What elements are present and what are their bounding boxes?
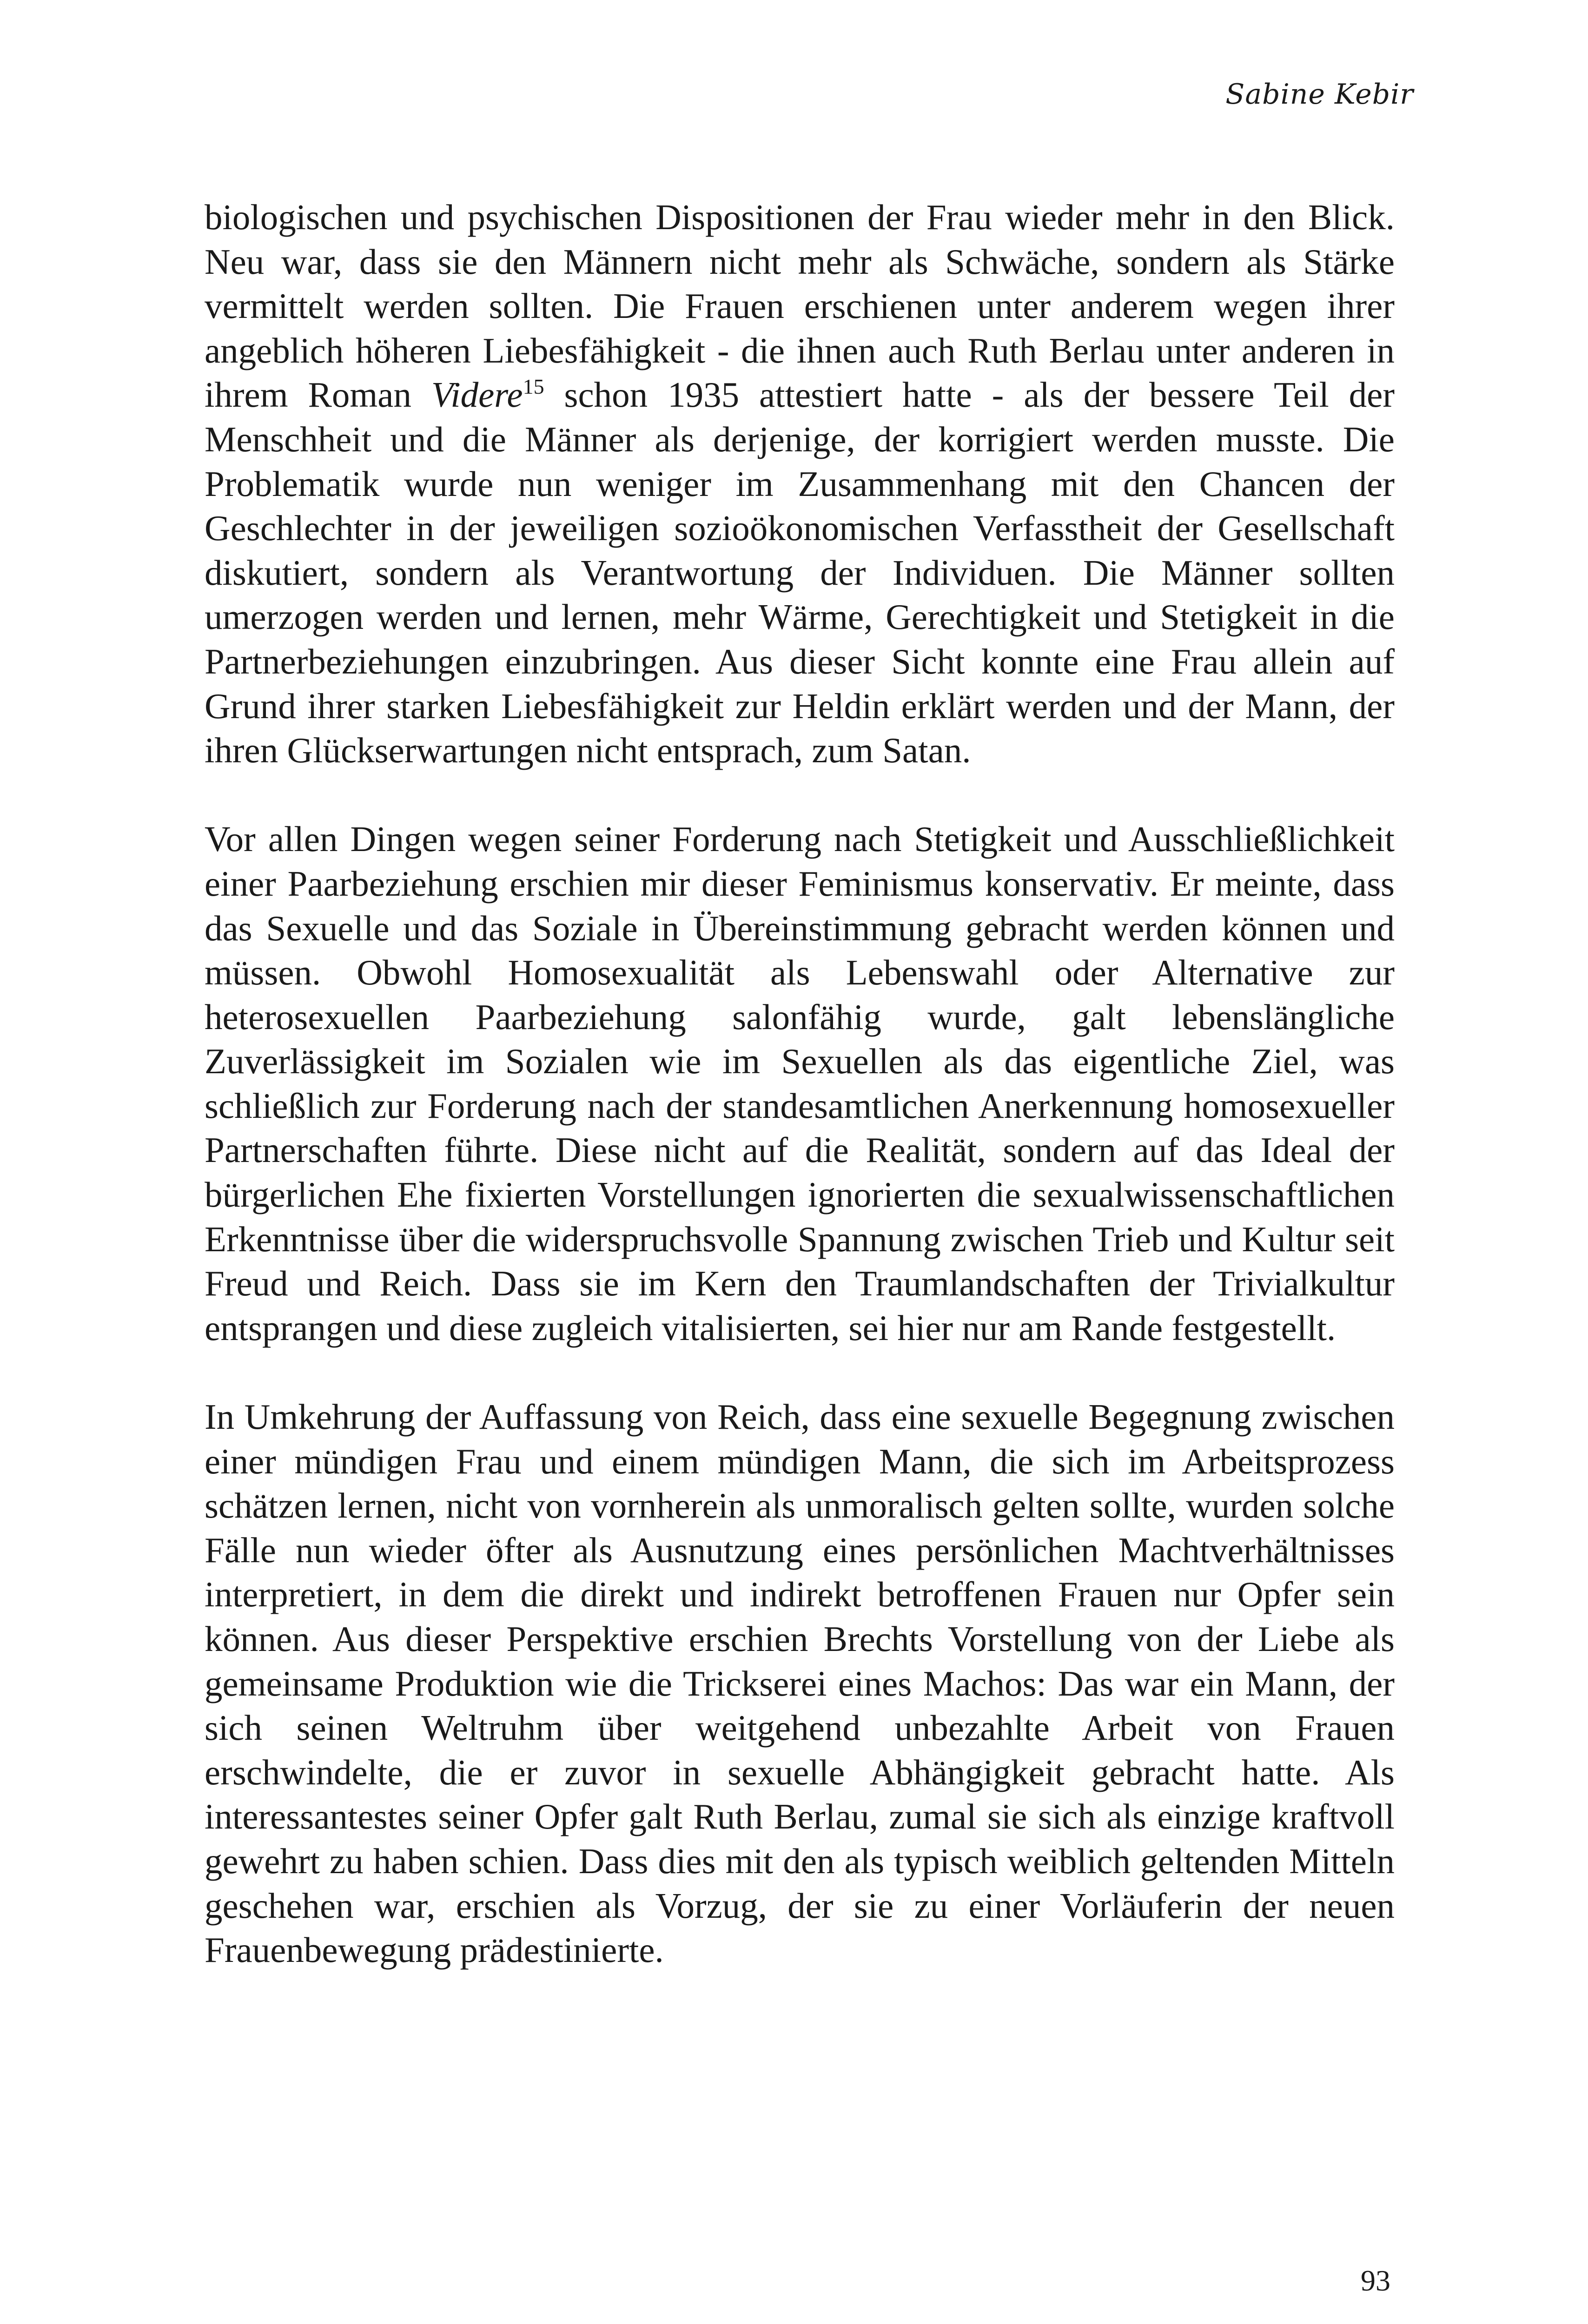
paragraph-3: In Umkehrung der Auffassung von Reich, dass eine sexuelle Begegnung zwischen einer mündigen Frau und einem mündigen Mann, die sich im Arbeitsprozess schätzen lernen, nicht von vornherein als unmoralisch gelten sollte, wurden solche Fälle nun wieder öfter als Ausnutzung eines persönlichen Machtverhältnisses interpretiert, in dem die direkt und indirekt betroffenen Frauen nur Opfer sein können. Aus dieser Perspektive erschien Brechts Vorstellung von der Liebe als gemeinsame Produktion wie die Trickserei eines Machos: Das war ein Mann, der sich seinen Weltruhm über weitgehend unbezahlte Arbeit von Frauen erschwindelte, die er zuvor in sexuelle Abhängigkeit gebracht hatte. Als interessantestes seiner Opfer galt Ruth Berlau, zumal sie sich als einzige kraftvoll gewehrt zu haben schien. Dass dies mit den als typisch weiblich geltenden Mitteln geschehen war, erschien als Vorzug, der sie zu einer Vorläuferin der neuen Frauenbewegung prädestinierte. [205, 1397, 1395, 1970]
paragraph-2: Vor allen Dingen wegen seiner Forderung nach Stetigkeit und Ausschließlichkeit einer Paarbeziehung erschien mir dieser Feminismus konservativ. Er meinte, dass das Sexuelle und das Soziale in Übereinstimmung gebracht werden können und müssen. Obwohl Homosexualität als Lebenswahl oder Alternative zur heterosexuellen Paarbeziehung salonfähig wurde, galt lebenslängliche Zuverlässigkeit im Sozialen wie im Sexuellen als das eigentliche Ziel, was schließlich zur Forderung nach der standesamtlichen Anerkennung homosexueller Partnerschaften führte. Diese nicht auf die Realität, sondern auf das Ideal der bürgerlichen Ehe fixierten Vorstellungen ignorierten die sexualwissenschaftlichen Erkenntnisse über die widerspruchsvolle Spannung zwischen Trieb und Kultur seit Freud und Reich. Dass sie im Kern den Traumlandschaften der Trivialkultur entsprangen und diese zugleich vitalisierten, sei hier nur am Rande festgestellt. [205, 819, 1395, 1348]
page-number: 93 [1361, 2264, 1390, 2297]
paragraph-1 [205, 195, 1395, 773]
book-title-videre: Videre [431, 375, 523, 415]
running-head-author: Sabine Kebir [1225, 78, 1414, 111]
footnote-marker: 15 [523, 375, 544, 399]
body-text [205, 195, 1395, 1973]
paragraph-1-text-after: schon 1935 attestiert hatte - als der bessere Teil der Menschheit und die Männer als derjenige, der korrigiert werden musste. Die Problematik wurde nun weniger im Zusammenhang mit den Chancen der Geschlechter in der jeweiligen sozioökonomischen Verfasstheit der Gesellschaft diskutiert, sondern als Verantwortung der Individuen. Die Männer sollten umerzogen werden und lernen, mehr Wärme, Gerechtigkeit und Stetigkeit in die Partnerbeziehungen einzubringen. Aus dieser Sicht konnte eine Frau allein auf Grund ihrer starken Liebesfähigkeit zur Heldin erklärt werden und der Mann, der ihren Glückserwartungen nicht entsprach, zum Satan. [205, 375, 1395, 771]
paragraph-1-text-before: biologischen und psychischen Dispositionen der Frau wieder mehr in den Blick. Neu war, dass sie den Männern nicht mehr als Schwäche, sondern als Stärke vermittelt werden sollten. Die Frauen erschienen unter anderem wegen ihrer angeblich höheren Liebesfähigkeit - die ihnen auch Ruth Berlau unter anderen in ihrem Roman [205, 197, 1395, 415]
